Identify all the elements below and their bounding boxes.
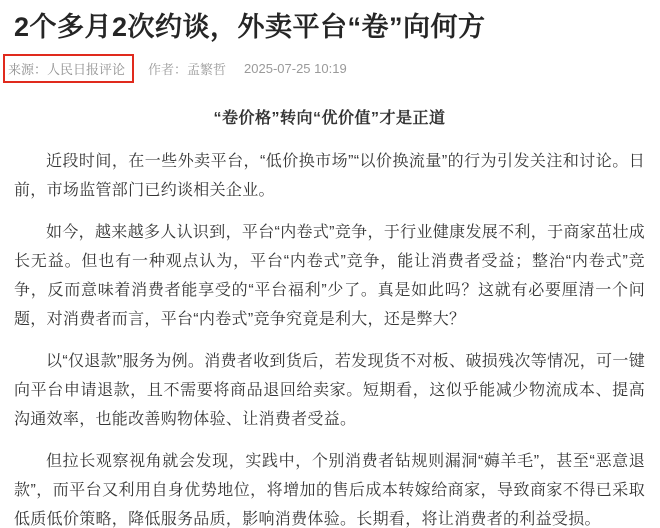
article-source: 来源：人民日报评论 xyxy=(8,62,126,78)
article-body xyxy=(14,147,645,528)
article-meta xyxy=(8,54,645,83)
article-paragraph-1: 近段时间，在一些外卖平台，“低价换市场”“以价换流量”的行为引发关注和讨论。日前，市场监管部门已约谈相关企业。 xyxy=(14,153,645,200)
article-paragraph-3: 以“仅退款”服务为例。消费者收到货后，若发现货不对板、破损残次等情况，可一键向平台申请退款，且不需要将商品退回给卖家。短期看，这似乎能减少物流成本、提高沟通效率，也能改善购物体验、让消费者受益。 xyxy=(14,353,645,429)
article-paragraph-4: 但拉长观察视角就会发现，实践中，个别消费者钻规则漏洞“薅羊毛”，甚至“恶意退款”，而平台又利用自身优势地位，将增加的售后成本转嫁给商家，导致商家不得已采取低质低价策略，降低服务品质，影响消费体验。长期看，将让消费者的利益受损。 xyxy=(14,453,645,528)
article-author: 作者：孟繁哲 xyxy=(148,62,227,78)
article-subtitle: “卷价格”转向“优价值”才是正道 xyxy=(213,110,446,128)
article-date: 2025-07-25 10:19 xyxy=(244,61,347,77)
source-highlight-box xyxy=(3,54,134,83)
article-title: 2个多月2次约谈，外卖平台“卷”向何方 xyxy=(14,12,486,42)
article-paragraph-2: 如今，越来越多人认识到，平台“内卷式”竞争，于行业健康发展不利，于商家茁壮成长无益。但也有一种观点认为，平台“内卷式”竞争，能让消费者受益；整治“内卷式”竞争，反而意味着消费者能享受的“平台福利”少了。真是如此吗？这就有必要厘清一个问题，对消费者而言，平台“内卷式”竞争究竟是利大，还是弊大？ xyxy=(14,224,645,329)
